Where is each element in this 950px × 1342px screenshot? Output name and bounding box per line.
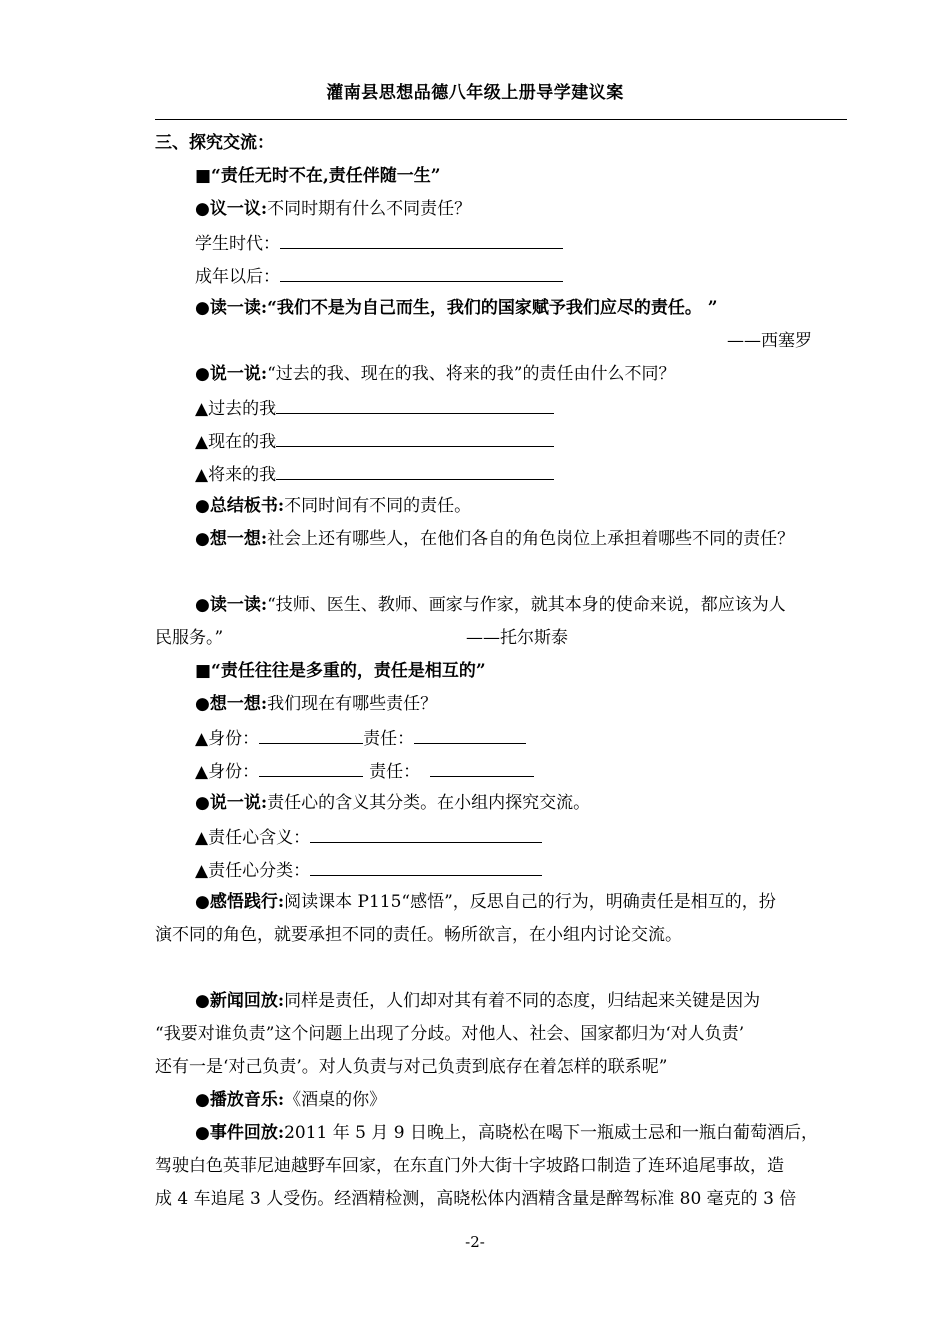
think-label: ●想一想:	[195, 529, 268, 549]
part1-title: ■“责任无时不在,责任伴随一生”	[195, 166, 441, 186]
duty-label: 责任：	[369, 762, 421, 782]
think2-text: 我们现在有哪些责任？	[267, 694, 438, 714]
identity-blank[interactable]	[259, 726, 363, 744]
read2-line2: 民服务。”	[155, 628, 224, 648]
future-label: ▲将来的我	[195, 465, 277, 485]
say2-text: 责任心的含义其分类。在小组内探究交流。	[267, 793, 591, 813]
event-line2: 驾驶白色英菲尼迪越野车回家，在东直门外大街十字坡路口制造了连环追尾事故，造	[155, 1156, 784, 1176]
identity-line-2	[195, 759, 534, 783]
say-label: ●说一说:	[195, 364, 268, 384]
event-text1: 2011 年 5 月 9 日晚上，高晓松在喝下一瓶威士忌和一瓶白葡萄酒后，	[284, 1123, 819, 1143]
read1-quote: “我们不是为自己而生，我们的国家赋予我们应尽的责任。 ”	[267, 298, 718, 318]
practice-label: ●感悟践行:	[195, 892, 285, 912]
identity-label: ▲身份：	[195, 729, 260, 749]
duty-blank[interactable]	[414, 726, 526, 744]
meaning-label: ▲责任心含义：	[195, 828, 311, 848]
summary-text: 不同时间有不同的责任。	[284, 496, 472, 516]
music-line	[195, 1089, 386, 1111]
identity-blank[interactable]	[259, 759, 363, 777]
news-text1: 同样是责任，人们却对其有着不同的态度，归结起来关键是因为	[284, 991, 761, 1011]
read2-author: ——托尔斯泰	[466, 628, 568, 648]
student-blank[interactable]	[280, 231, 563, 249]
read2-label: ●读一读:	[195, 595, 268, 615]
discuss-text: 不同时期有什么不同责任？	[267, 199, 472, 219]
news-label: ●新闻回放:	[195, 991, 285, 1011]
say2-line	[195, 792, 590, 814]
discuss-label: ●议一议:	[195, 199, 268, 219]
present-blank[interactable]	[276, 429, 554, 447]
future-line	[195, 462, 554, 486]
class-blank[interactable]	[310, 858, 542, 876]
summary-label: ●总结板书:	[195, 496, 285, 516]
past-blank[interactable]	[276, 396, 554, 414]
music-text: 《酒桌的你》	[284, 1090, 387, 1110]
think2-label: ●想一想:	[195, 694, 268, 714]
news-line3: 还有一是‘对己负责’。对人负责与对己负责到底存在着怎样的联系呢”	[155, 1057, 668, 1077]
practice-text1: 阅读课本 P115“感悟”，反思自己的行为，明确责任是相互的，扮	[284, 892, 776, 912]
read1-line	[195, 297, 718, 319]
read2-line1	[195, 594, 786, 616]
class-label: ▲责任心分类：	[195, 861, 311, 881]
practice-line1	[195, 891, 776, 913]
duty-blank[interactable]	[430, 759, 534, 777]
event-label: ●事件回放:	[195, 1123, 285, 1143]
adult-line	[195, 264, 563, 288]
news-line1	[195, 990, 760, 1012]
page-number: -2-	[465, 1233, 485, 1251]
present-label: ▲现在的我	[195, 432, 277, 452]
header-rule	[155, 119, 847, 120]
summary-line	[195, 495, 471, 517]
read1-label: ●读一读:	[195, 298, 268, 318]
practice-line2: 演不同的角色，就要承担不同的责任。畅所欲言，在小组内讨论交流。	[155, 925, 682, 945]
say2-label: ●说一说:	[195, 793, 268, 813]
adult-blank[interactable]	[280, 264, 563, 282]
music-label: ●播放音乐:	[195, 1090, 285, 1110]
present-line	[195, 429, 554, 453]
news-line2: “我要对谁负责”这个问题上出现了分歧。对他人、社会、国家都归为‘对人负责’	[155, 1024, 745, 1044]
say-line	[195, 363, 676, 385]
duty-label: 责任：	[363, 729, 415, 749]
past-label: ▲过去的我	[195, 399, 277, 419]
identity-line-1	[195, 726, 526, 750]
meaning-blank[interactable]	[310, 825, 542, 843]
past-line	[195, 396, 554, 420]
think2-line	[195, 693, 437, 715]
page-title: 灌南县思想品德八年级上册导学建议案	[326, 83, 624, 103]
student-line	[195, 231, 563, 255]
read2-text1: “技师、医生、教师、画家与作家，就其本身的使命来说，都应该为人	[267, 595, 786, 615]
section-heading: 三、探究交流：	[155, 133, 274, 153]
think-line	[195, 528, 794, 550]
class-line	[195, 858, 542, 882]
identity-label: ▲身份：	[195, 762, 260, 782]
student-label: 学生时代：	[195, 234, 280, 254]
think-text: 社会上还有哪些人，在他们各自的角色岗位上承担着哪些不同的责任？	[267, 529, 795, 549]
future-blank[interactable]	[276, 462, 554, 480]
meaning-line	[195, 825, 542, 849]
adult-label: 成年以后：	[195, 267, 280, 287]
event-line1	[195, 1122, 818, 1144]
read1-author: ——西塞罗	[727, 331, 812, 351]
event-line3: 成 4 车追尾 3 人受伤。经酒精检测，高晓松体内酒精含量是醉驾标准 80 毫克的 3 倍	[155, 1189, 797, 1209]
say-text: “过去的我、现在的我、将来的我”的责任由什么不同？	[267, 364, 676, 384]
part2-title: ■“责任往往是多重的，责任是相互的”	[195, 661, 486, 681]
discuss-line	[195, 198, 471, 220]
